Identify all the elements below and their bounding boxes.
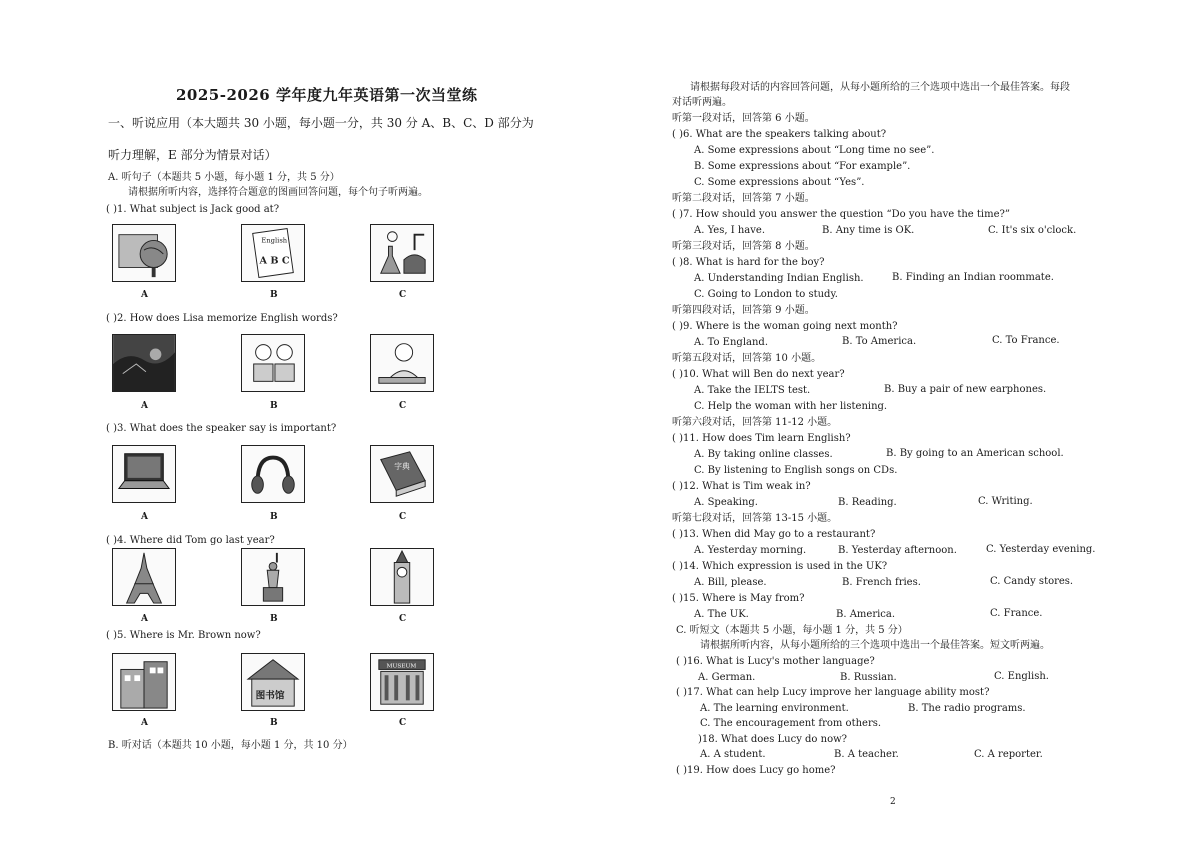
option-8b: B. Finding an Indian roommate.: [892, 272, 1054, 283]
option-17a: A. The learning environment.: [700, 703, 849, 714]
option-9c: C. To France.: [992, 335, 1060, 346]
question-14: ( )14. Which expression is used in the UK?: [672, 561, 888, 572]
dialogue-1-note: 听第一段对话，回答第 6 小题。: [672, 113, 815, 124]
partA-instruction: 请根据所听内容，选择符合题意的图画回答问题，每个句子听两遍。: [128, 187, 428, 198]
option-8c: C. Going to London to study.: [694, 289, 838, 300]
library-text: 图书馆: [255, 690, 285, 702]
option-13b: B. Yesterday afternoon.: [838, 545, 957, 556]
option-7c: C. It's six o'clock.: [988, 225, 1077, 236]
section1-heading: 一、听说应用（本大题共 30 小题，每小题一分，共 30 分 A、B、C、D 部分为: [108, 116, 534, 130]
option-16b: B. Russian.: [840, 672, 897, 683]
museum-text: MUSEUM: [386, 663, 417, 670]
question-5: ( )5. Where is Mr. Brown now?: [106, 630, 261, 641]
picture-museum: [370, 653, 434, 711]
partB-instruction: 请根据每段对话的内容回答问题，从每小题所给的三个选项中选出一个最佳答案。每段: [690, 82, 1070, 93]
dialogue-4-note: 听第四段对话，回答第 9 小题。: [672, 305, 815, 316]
page-title: 2025-2026 学年度九年英语第一次当堂练: [176, 86, 478, 104]
picture-eiffel-tower: [112, 548, 176, 606]
dialogue-5-note: 听第五段对话，回答第 10 小题。: [672, 353, 822, 364]
label-a: A: [141, 401, 148, 411]
question-4: ( )4. Where did Tom go last year?: [106, 535, 275, 546]
label-b: B: [270, 718, 278, 728]
question-6: ( )6. What are the speakers talking about?: [672, 129, 887, 140]
picture-map-globe: [112, 224, 176, 282]
question-3: ( )3. What does the speaker say is important?: [106, 423, 337, 434]
picture-headphones: [241, 445, 305, 503]
label-a: A: [141, 512, 148, 522]
picture-dark-scene: [112, 334, 176, 392]
question-11: ( )11. How does Tim learn English?: [672, 433, 851, 444]
option-12c: C. Writing.: [978, 496, 1033, 507]
label-a: A: [141, 718, 148, 728]
question-13: ( )13. When did May go to a restaurant?: [672, 529, 876, 540]
label-c: C: [399, 401, 407, 411]
picture-chemistry-lab: [370, 224, 434, 282]
option-6c: C. Some expressions about “Yes”.: [694, 177, 865, 188]
page-number: 2: [890, 797, 896, 807]
option-9b: B. To America.: [842, 336, 917, 347]
partC-heading: C. 听短文（本题共 5 小题，每小题 1 分，共 5 分）: [676, 625, 908, 636]
option-11b: B. By going to an American school.: [886, 448, 1064, 459]
label-b: B: [270, 512, 278, 522]
dialogue-6-note: 听第六段对话，回答第 11-12 小题。: [672, 417, 838, 428]
question-9: ( )9. Where is the woman going next month?: [672, 321, 898, 332]
question-8: ( )8. What is hard for the boy?: [672, 257, 825, 268]
dialogue-7-note: 听第七段对话，回答第 13-15 小题。: [672, 513, 838, 524]
label-b: B: [270, 614, 278, 624]
question-10: ( )10. What will Ben do next year?: [672, 369, 845, 380]
option-15b: B. America.: [836, 609, 896, 620]
question-16: ( )16. What is Lucy's mother language?: [676, 656, 875, 667]
partB-instruction-cont: 对话听两遍。: [672, 97, 732, 108]
picture-english-book: [241, 224, 305, 282]
label-c: C: [399, 614, 407, 624]
option-11a: A. By taking online classes.: [694, 449, 833, 460]
option-12a: A. Speaking.: [694, 497, 758, 508]
question-1: ( )1. What subject is Jack good at?: [106, 204, 280, 215]
picture-hospital-building: [112, 653, 176, 711]
option-18a: A. A student.: [700, 749, 766, 760]
question-18: )18. What does Lucy do now?: [698, 734, 848, 745]
question-2: ( )2. How does Lisa memorize English words?: [106, 313, 338, 324]
option-8a: A. Understanding Indian English.: [694, 273, 864, 284]
label-a: A: [141, 290, 148, 300]
option-7b: B. Any time is OK.: [822, 225, 915, 236]
label-b: B: [270, 290, 278, 300]
option-10a: A. Take the IELTS test.: [694, 385, 811, 396]
label-a: A: [141, 614, 148, 624]
picture-statue-of-liberty: [241, 548, 305, 606]
partB-heading: B. 听对话（本题共 10 小题，每小题 1 分，共 10 分）: [108, 740, 353, 751]
question-17: ( )17. What can help Lucy improve her language ability most?: [676, 687, 990, 698]
option-11c: C. By listening to English songs on CDs.: [694, 465, 898, 476]
partA-heading: A. 听句子（本题共 5 小题，每小题 1 分，共 5 分）: [108, 172, 340, 183]
option-6a: A. Some expressions about “Long time no see”.: [694, 145, 935, 156]
option-14b: B. French fries.: [842, 577, 921, 588]
dialogue-3-note: 听第三段对话，回答第 8 小题。: [672, 241, 815, 252]
picture-kids-reading: [241, 334, 305, 392]
question-15: ( )15. Where is May from?: [672, 593, 805, 604]
option-14a: A. Bill, please.: [694, 577, 767, 588]
option-10c: C. Help the woman with her listening.: [694, 401, 888, 412]
option-9a: A. To England.: [694, 337, 768, 348]
picture-laptop: [112, 445, 176, 503]
option-18c: C. A reporter.: [974, 749, 1043, 760]
option-15a: A. The UK.: [694, 609, 749, 620]
option-13c: C. Yesterday evening.: [986, 544, 1096, 555]
option-16c: C. English.: [994, 671, 1049, 682]
picture-dictionary: [370, 445, 434, 503]
picture-student-writing: [370, 334, 434, 392]
question-7: ( )7. How should you answer the question “Do you have the time?”: [672, 209, 1010, 220]
option-6b: B. Some expressions about “For example”.: [694, 161, 911, 172]
label-c: C: [399, 512, 407, 522]
label-c: C: [399, 718, 407, 728]
option-16a: A. German.: [698, 672, 756, 683]
english-text: English: [261, 236, 288, 245]
question-12: ( )12. What is Tim weak in?: [672, 481, 811, 492]
option-15c: C. France.: [990, 608, 1043, 619]
picture-big-ben: [370, 548, 434, 606]
picture-library: [241, 653, 305, 711]
label-c: C: [399, 290, 407, 300]
option-7a: A. Yes, I have.: [694, 225, 765, 236]
option-17b: B. The radio programs.: [908, 703, 1026, 714]
label-b: B: [270, 401, 278, 411]
option-18b: B. A teacher.: [834, 749, 899, 760]
dialogue-2-note: 听第二段对话，回答第 7 小题。: [672, 193, 815, 204]
option-10b: B. Buy a pair of new earphones.: [884, 384, 1047, 395]
dict-text: 字典: [394, 462, 410, 472]
option-13a: A. Yesterday morning.: [694, 545, 807, 556]
partC-instruction: 请根据所听内容，从每小题所给的三个选项中选出一个最佳答案。短文听两遍。: [700, 640, 1050, 651]
option-12b: B. Reading.: [838, 497, 897, 508]
section1-heading-cont: 听力理解，E 部分为情景对话）: [108, 148, 277, 162]
abc-text: A B C: [259, 255, 290, 267]
option-17c: C. The encouragement from others.: [700, 718, 882, 729]
option-14c: C. Candy stores.: [990, 576, 1074, 587]
question-19: ( )19. How does Lucy go home?: [676, 765, 836, 776]
